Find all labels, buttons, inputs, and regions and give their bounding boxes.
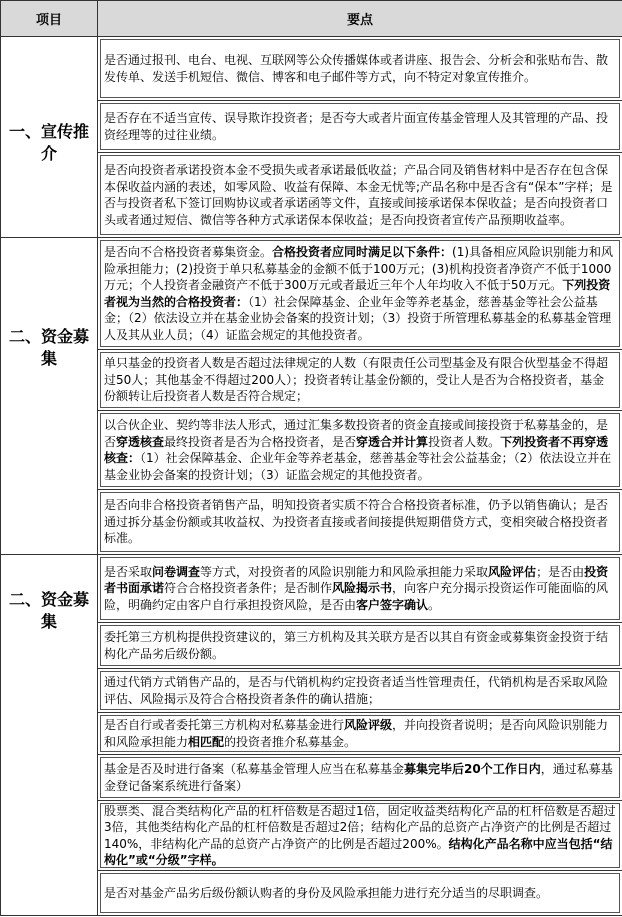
point-text: 是否自行或者委托第三方机构对私募基金进行 [104,718,345,732]
table-row [1,238,622,350]
point-text: 委托第三方机构提供投资建议的，第三方机构及其关联方是否以其自有资金或募集资金投资于结构化产品劣后级份额。 [104,630,609,661]
point-cell [98,101,622,153]
point-cell [98,669,622,713]
point-text: (1)具备相应风险识别能力和风险承担能力；(2)投资于单只私募基金的金额不低于100万元；(3)机构投资者净资产不低于1000万元；个人投资者金融资产不低于300万元或者最近三年个人年均收入不低于50万元。 [104,245,614,292]
point-text-bold: 穿透合并计算 [356,434,429,449]
point-text: ；是否由 [536,564,585,579]
point-text-bold: 风险评级 [344,718,393,732]
point-text: 股票类、混合类结构化产品的杠杆倍数是否超过1倍，固定收益类结构化产品的杠杆倍数是否超过3倍，其他类结构化产品的杠杆倍数是否超过2倍；结构化产品的总资产占净资产的比例是否超过140%，非结构化产品的总资产占净资产的比例是否超过200%。 [104,803,616,851]
point-cell [98,490,622,555]
point-text: 最终投资者是否为合格投资者，是否 [164,434,357,449]
point-text: ，向客户充分揭示投资运作可能面临的风险，明确约定由客户自行承担投资风险，是否由 [104,581,609,612]
point-text-bold: 风险揭示书 [332,581,393,596]
point-text: 投资者人数。 [428,434,501,449]
point-text-bold: 合格投资者应同时满足以下条件： [272,245,453,259]
point-text: 是否向投资者承诺投资本金不受损失或者承诺最低收益；产品合同及销售材料中是否存在包含保本保收益内涵的表述，如零风险、收益有保障、本金无忧等;产品名称中是否含有“保本”字样；是否与投资者私下签订回购协议或者承诺函等文件，直接或间接承诺保本保收益；是否向投资者口头或者通过短信、微信等各种方式承诺保本保收益；是否向投资者宣传产品预期收益率。 [104,163,613,227]
point-text: 是否存在不适当宣传、误导欺诈投资者；是否夸大或者片面宣传基金管理人及其管理的产品、投资经理等的过往业绩。 [104,111,609,142]
point-text-bold: 下列投资者视为当然的合格投资者： [104,278,611,309]
point-text: 是否对基金产品劣后级份额认购者的身份及风险承担能力进行充分适当的尽职调查。 [104,885,549,900]
table-row [1,555,622,623]
point-cell [98,713,622,755]
point-cell [98,623,622,669]
point-text: 单只基金的投资者人数是否超过法律规定的人数（有限责任公司型基金及有限合伙型基金不得超过50人；其他基金不得超过200人）；投资者转让基金份额的，受让人是否为合格投资者，基金份额转让后投资者人数是否符合规定； [104,356,609,404]
point-cell [98,871,622,916]
point-text-bold: 穿透核查 [116,434,165,449]
point-text: ，通过私募基金登记备案系统进行备案） [104,762,613,793]
point-text-bold: 募集完毕后20个工作日内 [404,762,541,776]
point-text: 通过代销方式销售产品的，是否与代销机构约定投资者适当性管理责任，代销机构是否采取风险评估、风险揭示及符合合格投资者条件的确认措施； [104,675,609,706]
section-title: 一、宣传推介 [1,37,98,238]
point-text: 以合伙企业、契约等非法人形式，通过汇集多数投资者的资金直接或间接投资于私募基金的，是否 [104,418,609,449]
point-text: 符合合格投资者条件；是否制作 [164,581,333,596]
point-text: （1）社会保障基金、企业年金等养老基金，慈善基金等社会公益基金；（2）依法设立并在基金业协会备案的投资计划；（3）投资于所管理私募基金的私募基金管理人及其从业人员；（4）证监会规定的其他投资者。 [104,294,612,342]
header-points: 要点 [98,1,622,37]
header-item: 项目 [1,1,98,37]
point-text: 基金是否及时进行备案（私募基金管理人应当在私募基金 [104,762,405,776]
section-title: 二、资金募集 [1,238,98,555]
section-title: 二、资金募集 [1,555,98,916]
point-text-bold: 客户签字确认 [356,597,429,612]
point-cell [98,37,622,101]
point-cell [98,411,622,490]
point-cell [98,801,622,871]
point-text: 等方式，对投资者的风险识别能力和风险承担能力采取 [200,564,489,579]
point-text-bold: 相匹配 [188,734,225,749]
point-text: 是否向非合格投资者销售产品，明知投资者实质不符合合格投资者标准，仍予以销售确认；是否通过拆分基金份额或其收益权、为投资者直接或者间接提供短期借贷方式，变相突破合格投资者标准。 [104,498,609,546]
point-text-bold: 投资者书面承诺 [104,564,609,596]
point-cell [98,555,622,623]
point-text-bold: 结构化产品名称中应当包括“结构化”或“分级”字样。 [104,836,613,867]
point-cell [98,350,622,411]
point-cell [98,755,622,801]
point-text-bold: 风险评估 [488,564,537,579]
point-text: 是否采取 [104,564,153,579]
point-text: ，并向投资者说明；是否向风险识别能力和风险承担能力 [104,718,609,749]
table-row [1,37,622,101]
point-text: （1）社会保障基金、企业年金等养老基金，慈善基金等社会公益基金；（2）依法设立并在基金业协会备案的投资计划；（3）证监会规定的其他投资者。 [104,451,612,482]
point-text: 的投资者推介私募基金。 [224,734,357,749]
header-row [1,1,622,37]
point-cell [98,153,622,238]
point-text-bold: 问卷调查 [152,564,201,579]
point-text-bold: 下列投资者不再穿透核查： [104,434,609,465]
point-text: 是否向不合格投资者募集资金。 [104,245,273,259]
point-text: 。 [428,597,441,612]
point-text: 是否通过报刊、电台、电视、互联网等公众传播媒体或者讲座、报告会、分析会和张贴布告、散发传单、发送手机短信、微信、博客和电子邮件等方式，向不特定对象宣传推介。 [104,53,609,84]
point-cell [98,238,622,350]
